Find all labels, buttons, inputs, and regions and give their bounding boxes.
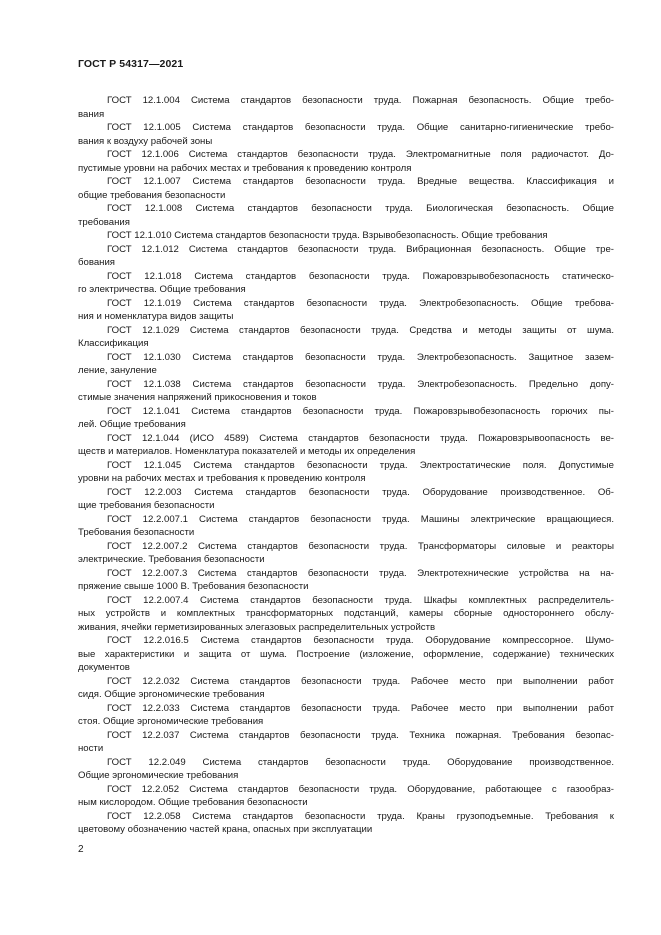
reference-line: ГОСТ 12.2.007.4 Система стандартов безопасности труда. Шкафы комплектных распределитель- — [107, 594, 614, 606]
reference-line: ГОСТ 12.1.004 Система стандартов безопасности труда. Пожарная безопасность. Общие требо- — [107, 95, 614, 106]
reference-line: пряжение свыше 1000 В. Требования безопасности — [78, 581, 309, 592]
reference-entry — [78, 729, 614, 756]
reference-line: ГОСТ 12.2.037 Система стандартов безопасности труда. Техника пожарная. Требования безопас- — [107, 729, 614, 741]
reference-line: ГОСТ 12.1.029 Система стандартов безопасности труда. Средства и методы защиты от шума. — [107, 324, 614, 336]
reference-entry — [78, 270, 614, 297]
reference-line: вания к воздуху рабочей зоны — [78, 135, 213, 147]
reference-entry — [78, 756, 614, 783]
reference-line: ния и номенклатура видов защиты — [78, 311, 234, 322]
reference-line: ГОСТ 12.2.033 Система стандартов безопасности труда. Рабочее место при выполнении работ — [107, 702, 614, 714]
reference-line: ных устройств и комплектных трансформаторных подстанций, камеры сборные одностороннего обслу- — [78, 608, 614, 619]
reference-line: ным кислородом. Общие требования безопасности — [78, 797, 308, 808]
reference-line: ГОСТ 12.1.044 (ИСО 4589) Система стандартов безопасности труда. Пожаровзрывоопасность ве- — [107, 432, 614, 444]
reference-line: Общие эргономические требования — [78, 770, 239, 781]
reference-line: пустимые уровни на рабочих местах и требования к проведению контроля — [78, 162, 412, 174]
reference-line: вые характеристики и защита от шума. Построение (изложение, оформление, содержание) технических — [78, 648, 614, 660]
reference-line: ГОСТ 12.1.005 Система стандартов безопасности труда. Общие санитарно-гигиенические требо- — [107, 122, 614, 133]
reference-line: лей. Общие требования — [78, 419, 186, 430]
reference-line: щие требования безопасности — [78, 500, 215, 511]
reference-line: стоя. Общие эргономические требования — [78, 716, 264, 727]
reference-entry — [78, 675, 614, 702]
reference-line: ГОСТ 12.2.007.3 Система стандартов безопасности труда. Электротехнические устройства на на- — [107, 567, 614, 579]
reference-line: живания, ячейки герметизированных элегазовых распределительных устройств — [78, 621, 436, 633]
reference-line: бования — [78, 257, 116, 268]
reference-line: ГОСТ 12.1.008 Система стандартов безопасности труда. Биологическая безопасность. Общие — [107, 203, 614, 214]
reference-line: ГОСТ 12.1.018 Система стандартов безопасности труда. Пожаровзрывобезопасность статическо- — [107, 270, 614, 282]
reference-entry — [78, 702, 614, 729]
reference-line: ществ и материалов. Номенклатура показателей и методы их определения — [78, 446, 416, 457]
reference-line: Требования безопасности — [78, 527, 195, 538]
reference-line: ГОСТ 12.1.010 Система стандартов безопасности труда. Взрывобезопасность. Общие требования — [107, 230, 548, 241]
page-number: 2 — [78, 844, 84, 855]
reference-line: требования — [78, 216, 130, 228]
reference-line: цветовому обозначению частей крана, опасных при эксплуатации — [78, 824, 373, 835]
reference-line: документов — [78, 662, 130, 673]
reference-entry — [78, 594, 614, 635]
reference-line: уровни на рабочих местах и требования к проведению контроля — [78, 473, 366, 484]
reference-line: сидя. Общие эргономические требования — [78, 689, 265, 700]
reference-entry — [78, 540, 614, 567]
reference-line: ГОСТ 12.2.007.1 Система стандартов безопасности труда. Машины электрические вращающиеся. — [107, 513, 614, 525]
reference-line: ление, зануление — [78, 365, 157, 376]
reference-line: Классификация — [78, 338, 149, 349]
reference-line: ГОСТ 12.1.041 Система стандартов безопасности труда. Пожаровзрывобезопасность горючих пы- — [107, 405, 614, 417]
reference-line: ГОСТ 12.2.049 Система стандартов безопасности труда. Оборудование производственное. — [107, 756, 614, 768]
reference-line: ГОСТ 12.1.007 Система стандартов безопасности труда. Вредные вещества. Классификация и — [107, 176, 614, 187]
reference-line: стимые значения напряжений прикосновения и токов — [78, 392, 317, 403]
reference-entry — [78, 243, 614, 270]
reference-line: ГОСТ 12.2.007.2 Система стандартов безопасности труда. Трансформаторы силовые и реакторы — [107, 540, 614, 552]
reference-line: ГОСТ 12.2.032 Система стандартов безопасности труда. Рабочее место при выполнении работ — [107, 675, 614, 687]
reference-entry — [78, 432, 614, 459]
reference-line: ГОСТ 12.2.052 Система стандартов безопасности труда. Оборудование, работающее с газообраз- — [107, 783, 614, 795]
reference-entry — [78, 121, 614, 148]
reference-entry — [78, 634, 614, 675]
reference-line: го электричества. Общие требования — [78, 284, 246, 295]
reference-line: ГОСТ 12.2.058 Система стандартов безопасности труда. Краны грузоподъемные. Требования к — [107, 810, 614, 822]
reference-line: ГОСТ 12.2.003 Система стандартов безопасности труда. Оборудование производственное. Об- — [107, 486, 614, 498]
reference-entry — [78, 175, 614, 202]
reference-line: ГОСТ 12.2.016.5 Система стандартов безопасности труда. Оборудование компрессорное. Шумо- — [107, 635, 614, 646]
reference-entry — [78, 486, 614, 513]
reference-entry — [78, 513, 614, 540]
reference-line: ГОСТ 12.1.019 Система стандартов безопасности труда. Электробезопасность. Общие требова- — [107, 297, 614, 309]
reference-entry — [78, 324, 614, 351]
reference-line: электрические. Требования безопасности — [78, 554, 265, 565]
reference-entry — [78, 297, 614, 324]
reference-entry — [78, 202, 614, 229]
reference-entry — [78, 810, 614, 837]
reference-entry — [78, 94, 614, 121]
reference-line: ГОСТ 12.1.006 Система стандартов безопасности труда. Электромагнитные поля радиочастот. До- — [107, 149, 614, 160]
reference-entry — [78, 229, 614, 243]
reference-list — [78, 94, 614, 837]
reference-entry — [78, 378, 614, 405]
reference-entry — [78, 148, 614, 175]
reference-line: ности — [78, 743, 104, 754]
reference-entry — [78, 783, 614, 810]
reference-line: ГОСТ 12.1.030 Система стандартов безопасности труда. Электробезопасность. Защитное зазем- — [107, 351, 614, 363]
reference-line: вания — [78, 108, 105, 120]
reference-line: общие требования безопасности — [78, 189, 226, 201]
reference-line: ГОСТ 12.1.038 Система стандартов безопасности труда. Электробезопасность. Предельно допу- — [107, 378, 614, 390]
reference-entry — [78, 459, 614, 486]
reference-entry — [78, 351, 614, 378]
document-header: ГОСТ Р 54317—2021 — [78, 58, 184, 70]
reference-line: ГОСТ 12.1.012 Система стандартов безопасности труда. Вибрационная безопасность. Общие тре- — [107, 243, 614, 255]
reference-line: ГОСТ 12.1.045 Система стандартов безопасности труда. Электростатические поля. Допустимые — [107, 459, 614, 471]
reference-entry — [78, 405, 614, 432]
reference-entry — [78, 567, 614, 594]
